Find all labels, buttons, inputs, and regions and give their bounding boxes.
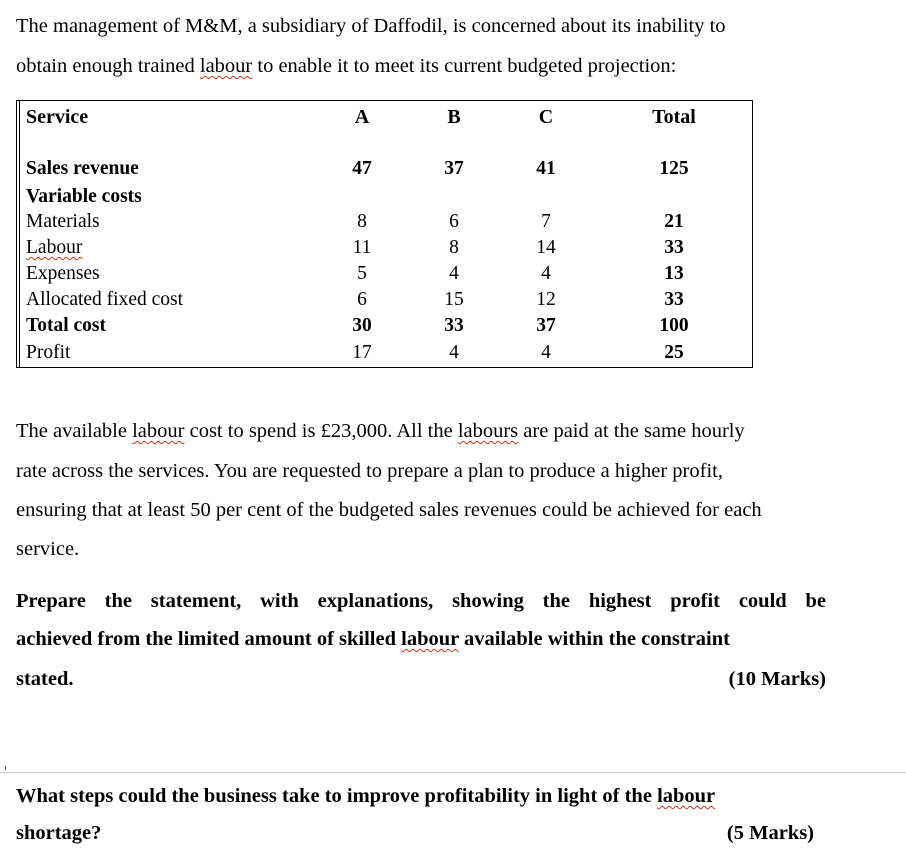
header-total: Total xyxy=(652,106,696,128)
question1-line-2-post: available within the constraint xyxy=(458,628,730,650)
cell-sales-c: 41 xyxy=(536,158,556,179)
cell-profit-c: 4 xyxy=(541,342,551,363)
header-c: C xyxy=(538,106,554,128)
para-line-1-labour: labour xyxy=(132,420,185,442)
cell-materials-b: 6 xyxy=(449,211,459,232)
para-line-1-post: are paid at the same hourly xyxy=(518,420,745,442)
margin-tick xyxy=(5,766,6,770)
question2-line-1-pre: What steps could the business take to improve profitability in light of the xyxy=(16,785,658,807)
para-line-4: service. xyxy=(16,538,80,560)
cell-totalcost-a: 30 xyxy=(352,315,372,336)
cell-profit-b: 4 xyxy=(449,342,459,363)
cell-materials-c: 7 xyxy=(541,211,551,232)
cell-sales-a: 47 xyxy=(352,158,372,179)
cell-labour-a: 11 xyxy=(352,237,372,258)
question2-shortage: shortage? xyxy=(16,822,102,844)
cell-labour-c: 14 xyxy=(536,237,556,258)
para-line-1 xyxy=(16,419,826,443)
header-b: B xyxy=(447,106,461,128)
cell-expenses-total: 13 xyxy=(664,263,684,284)
question2-marks: (5 Marks) xyxy=(726,822,814,844)
cell-expenses-a: 5 xyxy=(357,263,367,284)
cell-materials-total: 21 xyxy=(664,211,684,232)
question1-line-3 xyxy=(16,667,826,691)
cell-profit-total: 25 xyxy=(664,342,684,363)
question2-line-1 xyxy=(16,784,826,808)
intro-line-1: The management of M&M, a subsidiary of Daffodil, is concerned about its inability to xyxy=(16,15,726,37)
cell-totalcost-b: 33 xyxy=(444,315,464,336)
header-a: A xyxy=(354,106,370,128)
intro-line-2-pre: obtain enough trained xyxy=(16,55,200,77)
header-service: Service xyxy=(26,106,89,128)
question2-line-2 xyxy=(16,821,814,845)
cell-totalcost-total: 100 xyxy=(659,315,689,336)
cell-labour-b: 8 xyxy=(449,237,459,258)
row-label-sales-revenue: Sales revenue xyxy=(26,158,139,179)
row-label-allocated-fixed-cost: Allocated fixed cost xyxy=(26,289,184,310)
question1-line-2-pre: achieved from the limited amount of skilled xyxy=(16,628,402,650)
para-line-1-mid: cost to spend is £23,000. All the xyxy=(184,420,458,442)
cell-profit-a: 17 xyxy=(352,342,372,363)
question1-line-2-labour: labour xyxy=(401,628,459,650)
question1-marks: (10 Marks) xyxy=(728,668,826,690)
cell-expenses-b: 4 xyxy=(449,263,459,284)
row-label-materials: Materials xyxy=(26,211,100,232)
cell-fixed-b: 15 xyxy=(444,289,464,310)
cell-fixed-total: 33 xyxy=(664,289,684,310)
cell-sales-b: 37 xyxy=(444,158,464,179)
section-rule xyxy=(0,772,906,773)
cell-sales-total: 125 xyxy=(659,158,689,179)
para-line-3: ensuring that at least 50 per cent of the budgeted sales revenues could be achieved for each xyxy=(16,499,762,521)
cell-labour-total: 33 xyxy=(664,237,684,258)
budget-table xyxy=(16,100,753,368)
question1-stated: stated. xyxy=(16,668,74,690)
row-label-variable-costs: Variable costs xyxy=(26,186,142,207)
row-label-labour: Labour xyxy=(26,237,83,258)
cell-fixed-a: 6 xyxy=(357,289,367,310)
cell-materials-a: 8 xyxy=(357,211,367,232)
para-line-1-pre: The available xyxy=(16,420,133,442)
intro-line-2-labour: labour xyxy=(199,55,253,77)
row-label-expenses: Expenses xyxy=(26,263,100,284)
row-label-total-cost: Total cost xyxy=(26,315,106,336)
intro-line-2-post: to enable it to meet its current budgeted projection: xyxy=(252,55,677,77)
question1-line-1: Prepare the statement, with explanations, showing the highest profit could be xyxy=(16,590,826,612)
cell-totalcost-c: 37 xyxy=(536,315,556,336)
question1-line-2 xyxy=(16,627,826,651)
para-line-2: rate across the services. You are requested to prepare a plan to produce a higher profit, xyxy=(16,460,723,482)
cell-fixed-c: 12 xyxy=(536,289,556,310)
row-label-profit: Profit xyxy=(26,342,71,363)
cell-expenses-c: 4 xyxy=(541,263,551,284)
para-line-1-labours: labours xyxy=(457,420,519,442)
intro-line-2 xyxy=(16,54,826,78)
question2-line-1-labour: labour xyxy=(657,785,716,807)
